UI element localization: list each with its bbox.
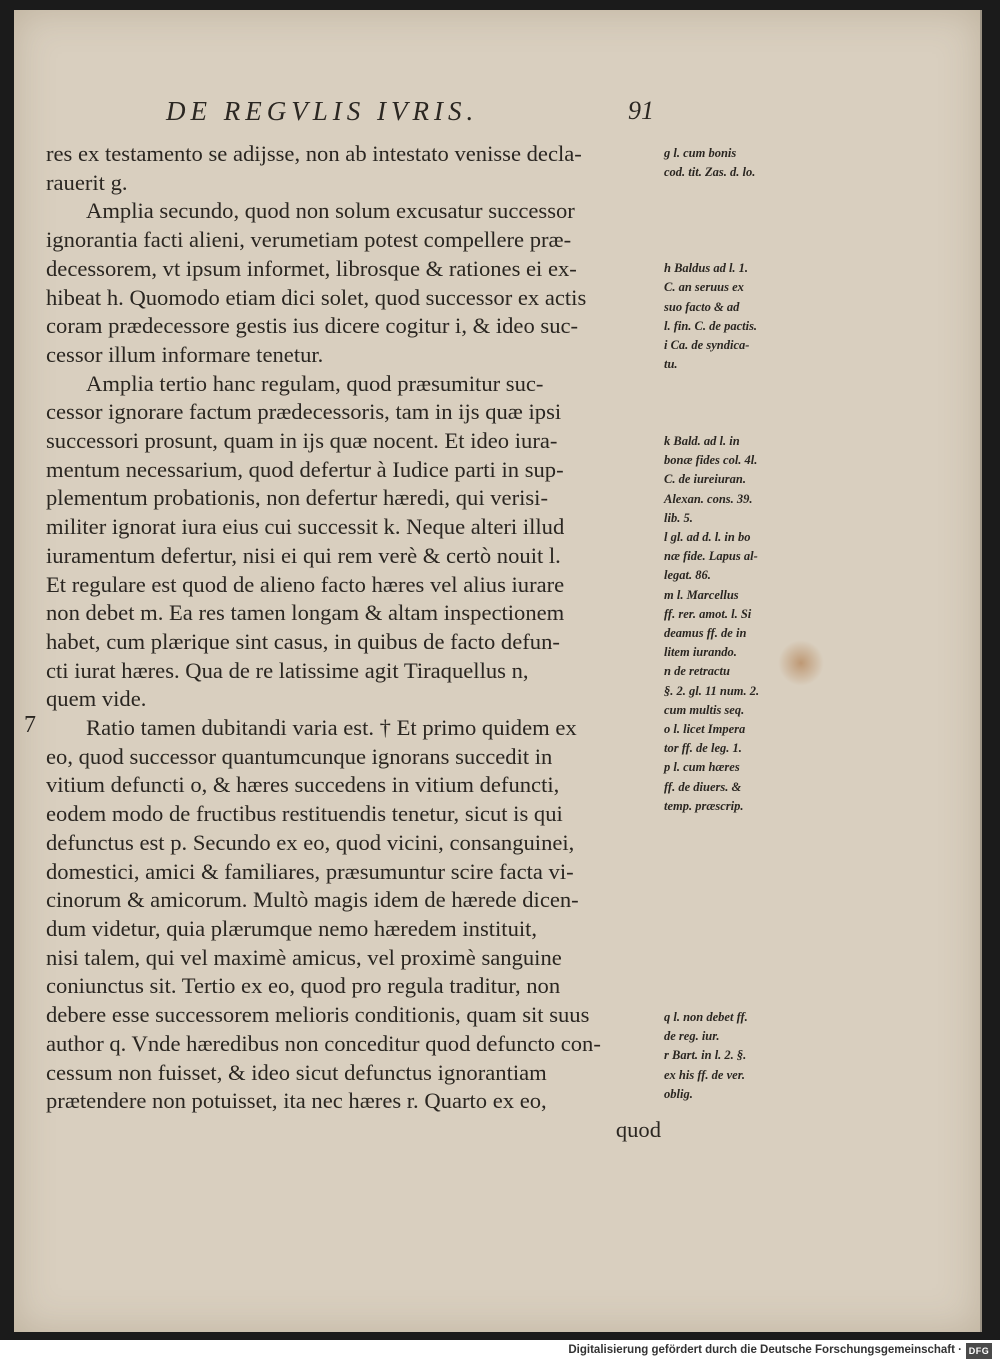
margin-note: l. fin. C. de pactis. [664,318,758,333]
text-line: non debet m. Ea res tamen longam & altam inspectionem [46,600,565,626]
text-line: Amplia tertio hanc regulam, quod præsumitur suc- [86,370,544,396]
text-line: nisi talem, qui vel maximè amicus, vel proximè sanguine [46,944,562,970]
margin-note: oblig. [664,1086,693,1101]
text-line: coram prædecessore gestis ius dicere cogitur i, & ideo suc- [46,313,579,339]
margin-note: p l. cum hæres [664,760,740,775]
paper-stain [778,640,824,686]
margin-note: C. de iureiuran. [664,472,746,487]
text-line: habet, cum plærique sint casus, in quibus de facto defun- [46,628,560,654]
text-line: res ex testamento se adijsse, non ab intestato venisse decla- [46,141,582,166]
margin-note: Alexan. cons. 39. [664,491,753,506]
margin-note: ex his ff. de ver. [664,1067,746,1082]
text-line: quem vide. [46,686,147,712]
text-line: iuramentum defertur, nisi ei qui rem verè & certò nouit l. [46,542,561,568]
text-line: cti iurat hæres. Qua de re latissime agit Tiraquellus n, [46,657,529,683]
margin-note: suo facto & ad [664,299,740,314]
margin-note: r Bart. in l. 2. §. [664,1048,747,1063]
margin-note: ff. de diuers. & [664,779,742,794]
margin-note: q l. non debet ff. [664,1010,748,1024]
text-line: Ratio tamen dubitandi varia est. † Et primo quidem ex [86,715,577,741]
margin-note: o l. licet Impera [664,722,746,736]
text-line: cessum non fuisset, & ideo sicut defunctus ignorantiam [46,1059,547,1085]
text-line: eodem modo de fructibus restituendis tenetur, sicut is qui [46,801,563,827]
margin-note: cod. tit. Zas. d. lo. [664,165,756,180]
margin-note: g l. cum bonis [664,146,737,160]
text-line: plementum probationis, non defertur hæredi, qui verisi- [46,485,548,511]
margin-note: n de retractu [664,664,730,679]
text-line: decessorem, vt ipsum informet, librosque & rationes ei ex- [46,255,577,281]
text-line: militer ignorat iura eius cui successit k. Neque alteri illud [46,514,565,540]
text-line: Et regulare est quod de alieno facto hæres vel alius iurare [46,571,565,597]
text-line: hibeat h. Quomodo etiam dici solet, quod successor ex actis [46,284,587,310]
text-line: successori prosunt, quam in ijs quæ nocent. Et ideo iura- [46,428,558,454]
catchword: quod [615,1116,661,1142]
margin-note: i Ca. de syndica- [664,338,750,352]
text-line: dum videtur, quia plærumque nemo hæredem instituit, [46,915,538,941]
dfg-logo: DFG [966,1343,992,1359]
margin-note: litem iurando. [664,645,737,660]
margin-note: l gl. ad d. l. in bo [664,530,751,544]
margin-note: temp. præscrip. [664,798,744,813]
margin-note: k Bald. ad l. in [664,434,740,448]
running-title: DE REGVLIS IVRIS. [166,96,479,126]
section-number: 7 [24,712,36,738]
margin-note: lib. 5. [664,510,693,525]
text-line: coniunctus sit. Tertio ex eo, quod pro regula traditur, non [46,973,561,999]
text-line: Amplia secundo, quod non solum excusatur successor [86,198,575,224]
margin-note: ff. rer. amot. l. Si [664,606,752,621]
text-line: eo, quod successor quantumcunque ignorans succedit in [46,743,553,769]
footer-credit: Digitalisierung gefördert durch die Deutsche Forschungsgemeinschaft · [568,1344,962,1356]
margin-note: legat. 86. [664,568,711,583]
text-line: ignorantia facti alieni, verumetiam potest compellere præ- [46,227,572,253]
text-line: debere esse successorem melioris conditionis, quam sit suus [46,1002,590,1028]
text-line: cessor illum informare tenetur. [46,341,324,367]
digitization-footer [0,1340,1000,1365]
text-line: author q. Vnde hæredibus non conceditur quod defuncto con- [46,1030,601,1056]
margin-note: §. 2. gl. 11 num. 2. [664,683,760,698]
text-line: cessor ignorare factum prædecessoris, tam in ijs quæ ipsi [46,399,562,425]
text-line: vitium defuncti o, & hæres succedens in vitium defuncti, [46,772,560,798]
margin-note: tu. [664,357,678,372]
text-line: rauerit g. [46,169,128,195]
margin-note: bonæ fides col. 4l. [664,453,758,468]
text-line: prætendere non potuisset, ita nec hæres r. Quarto ex eo, [46,1088,547,1114]
margin-note: m l. Marcellus [664,587,739,602]
text-line: domestici, amici & familiares, præsumuntur scire facta vi- [46,858,574,884]
text-line: defunctus est p. Secundo ex eo, quod vicini, consanguinei, [46,829,575,855]
margin-note: de reg. iur. [664,1029,720,1044]
margin-note: tor ff. de leg. 1. [664,741,742,756]
margin-note: næ fide. Lapus al- [664,549,758,564]
margin-note: h Baldus ad l. 1. [664,261,749,276]
margin-note: C. an seruus ex [664,280,744,295]
margin-note: deamus ff. de in [664,626,747,640]
margin-note: cum multis seq. [664,702,745,717]
page-number: 91 [628,96,654,125]
text-line: cinorum & amicorum. Multò magis idem de hærede dicen- [46,887,579,913]
main-text-block [46,140,661,1145]
text-line: mentum necessarium, quod defertur à Iudice parti in sup- [46,456,564,482]
